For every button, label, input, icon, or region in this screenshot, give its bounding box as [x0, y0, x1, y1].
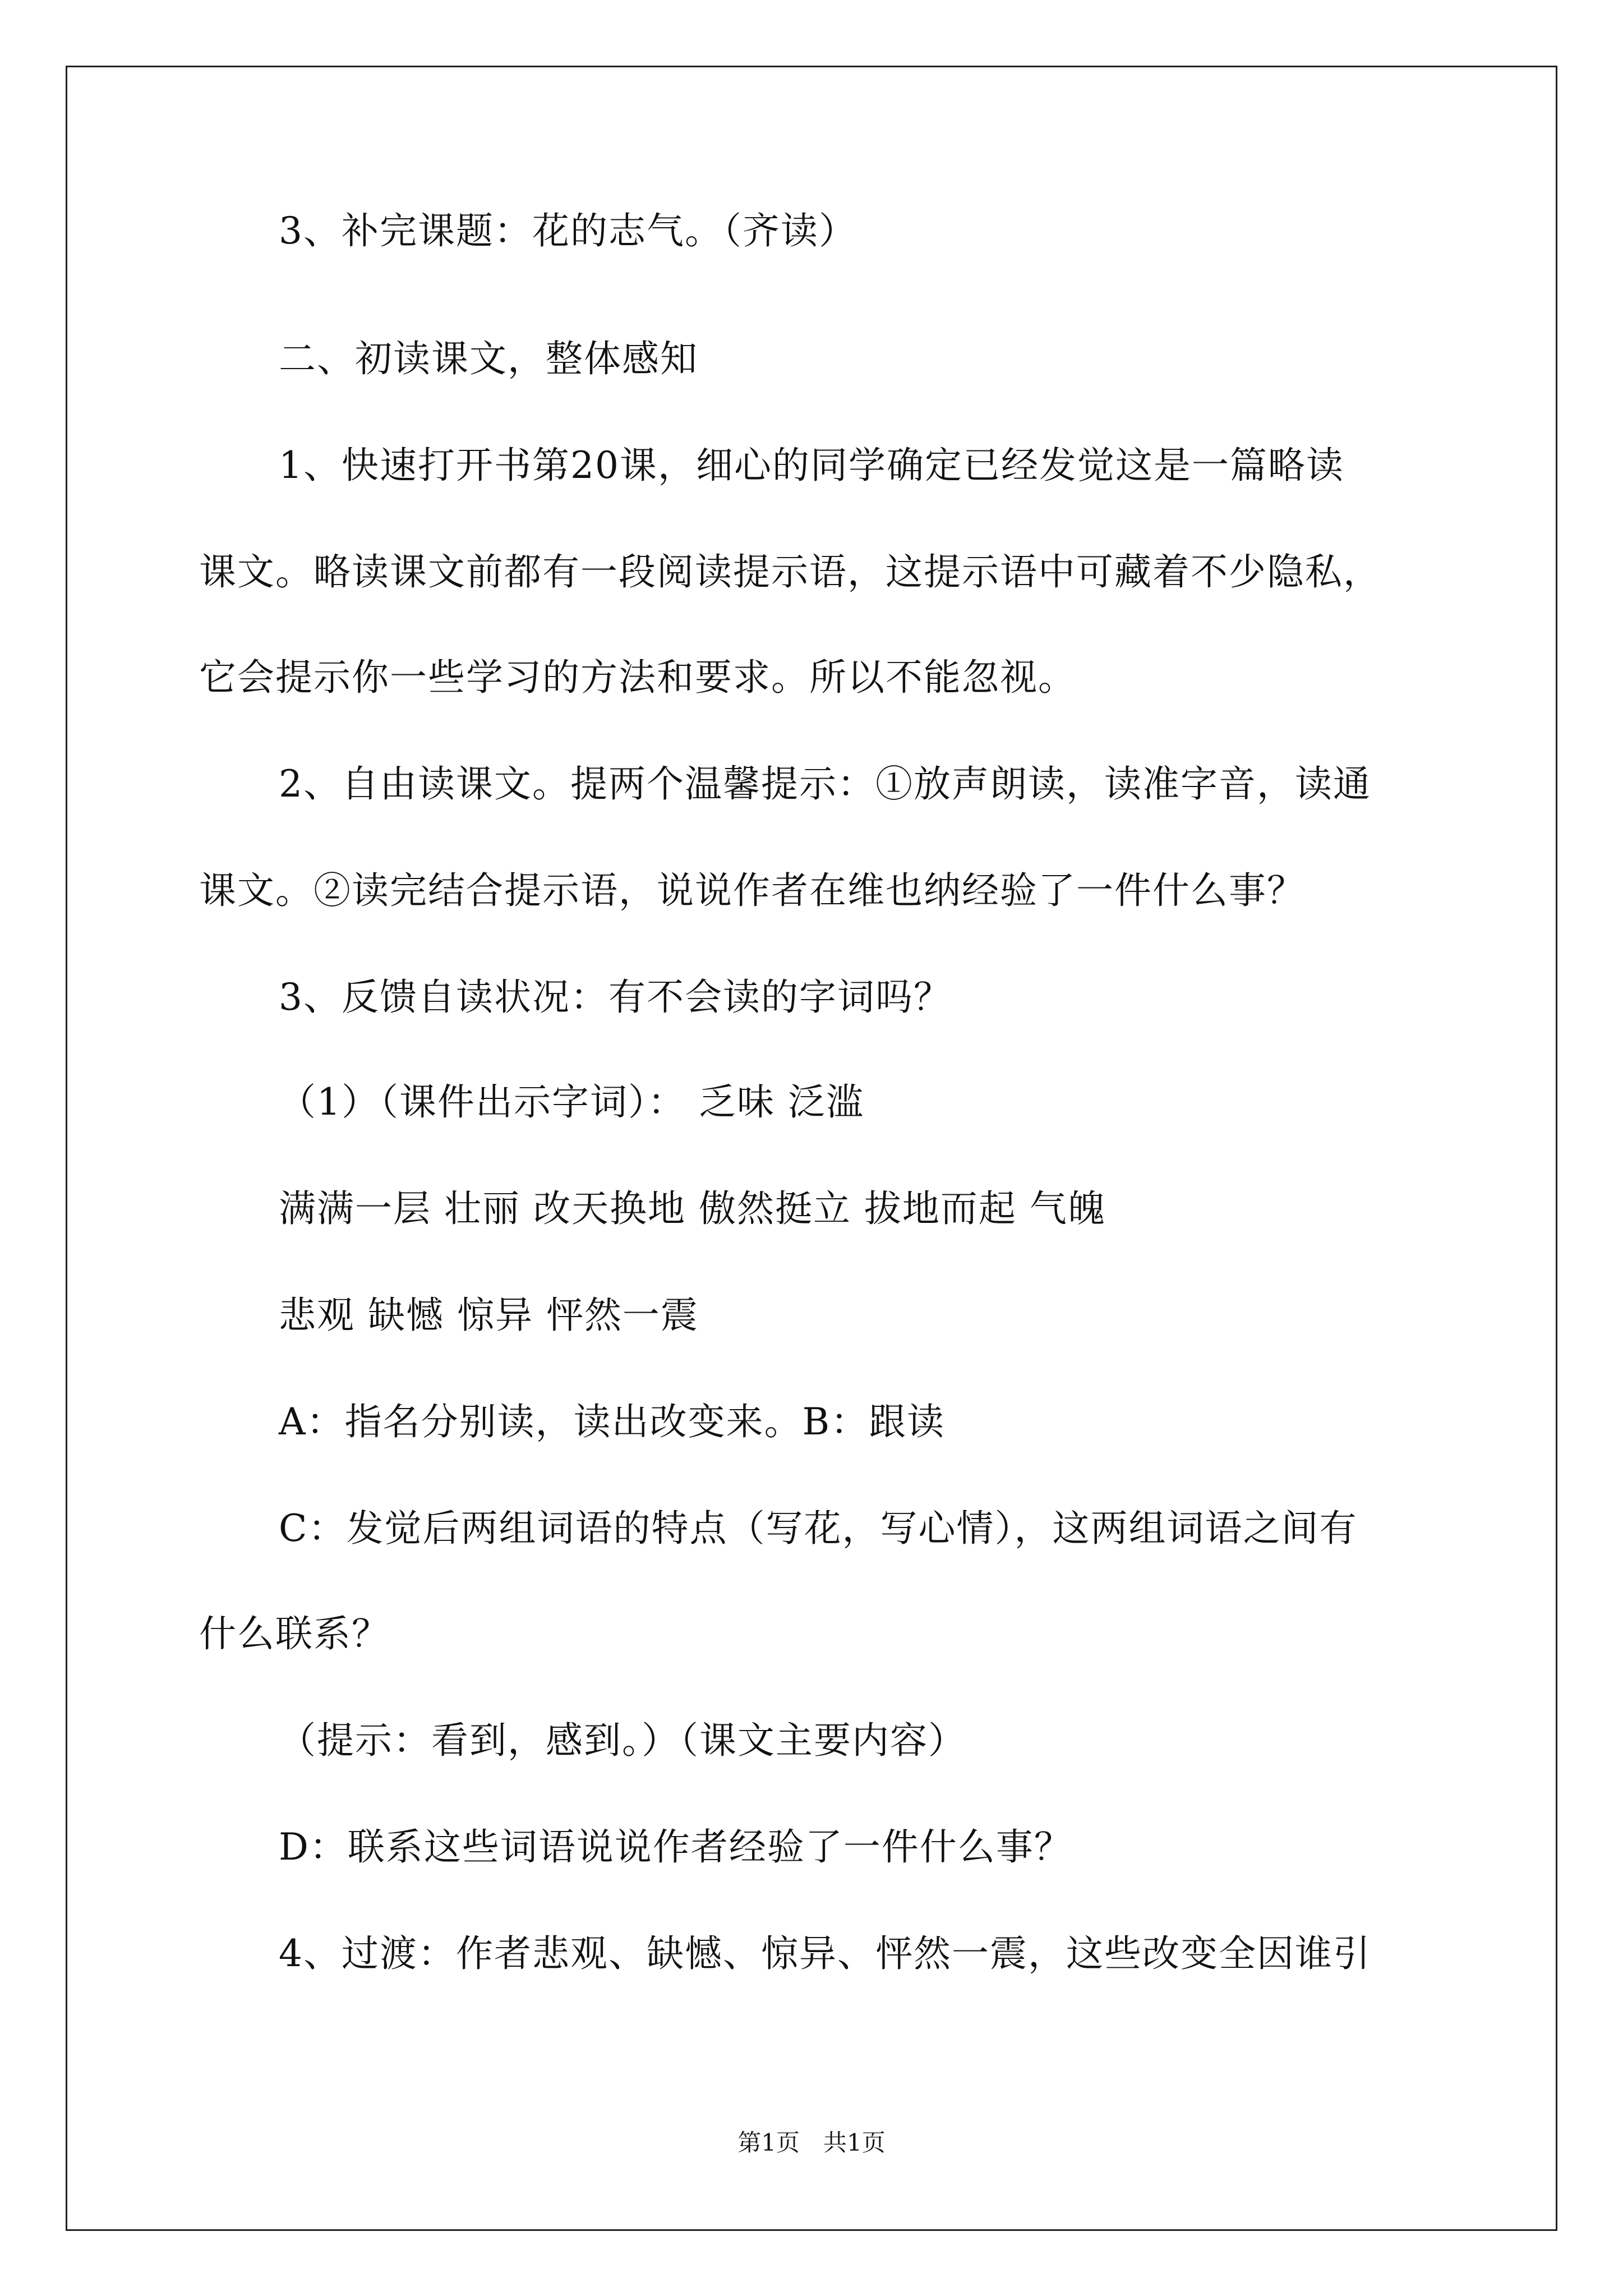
- text-line: 什么联系？: [199, 1612, 390, 1655]
- text-line: （1）（课件出示字词）： 乏味 泛滥: [279, 1080, 864, 1124]
- text-line: 悲观 缺憾 惊异 怦然一震: [279, 1294, 699, 1337]
- section-heading: 二、初读课文，整体感知: [279, 337, 698, 380]
- text-line: D：联系这些词语说说作者经验了一件什么事？: [279, 1825, 1072, 1869]
- text-line: 4、过渡：作者悲观、缺憾、惊异、怦然一震，这些改变全因谁引: [279, 1932, 1371, 1975]
- text-line: 课文。②读完结合提示语，说说作者在维也纳经验了一件什么事？: [199, 869, 1305, 912]
- text-line: 它会提示你一些学习的方法和要求。所以不能忽视。: [199, 656, 1076, 699]
- text-line: 1、快速打开书第20课，细心的同学确定已经发觉这是一篇略读: [279, 444, 1344, 487]
- page-footer: 第1页 共1页: [737, 2129, 886, 2156]
- text-line: （提示：看到，感到。）（课文主要内容）: [279, 1719, 966, 1762]
- text-line: 课文。略读课文前都有一段阅读提示语，这提示语中可藏着不少隐私，: [199, 550, 1381, 593]
- text-line: A：指名分别读，读出改变来。B：跟读: [279, 1400, 946, 1443]
- text-line: 2、自由读课文。提两个温馨提示：①放声朗读，读准字音，读通: [279, 762, 1371, 806]
- page-border: [66, 66, 1557, 2231]
- text-line: C：发觉后两组词语的特点（写花，写心情），这两组词语之间有: [279, 1507, 1358, 1550]
- text-line: 3、补完课题：花的志气。（齐读）: [279, 209, 857, 252]
- text-line: 满满一层 壮丽 改天换地 傲然挺立 拔地而起 气魄: [279, 1187, 1106, 1230]
- text-line: 3、反馈自读状况：有不会读的字词吗？: [279, 976, 952, 1019]
